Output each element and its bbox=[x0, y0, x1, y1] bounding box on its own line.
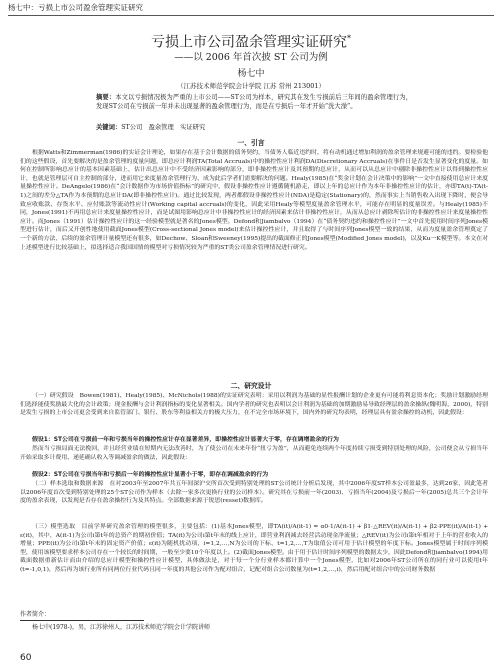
section-heading-research-design: 二、研究设计 bbox=[230, 382, 272, 390]
section-heading-introduction: 一、引言 bbox=[237, 139, 265, 147]
paper-title bbox=[0, 30, 502, 52]
title-footnote-mark: * bbox=[347, 34, 351, 43]
intro-paragraph: 根据Watts和Zimmerman(1986)的实证会计理论，如果存在基于会计数据的债务契约，当债务人临近违约时，将有动机通过增加利润的盈余管理来规避可能的违约。要检验他们的这些假设，首先要解决的是盈余管理的度量问题，即总应计利润TA(Total Accruals)中的操控性应计利润DA(Discretionary Accruals)在事件日是否发生显著变化的度量。如何在控制所影响总应计的基本因素基础上，估计出总应计中不受经济因素影响的部分，即非操控性应计及其预期的总应计，从而可以从总应计中剔除非操控性应计以得到操控性应计，也就是管理层可自主控制的部分，进而用它来度量盈余管理行为，成为此后学者们需要解决的问题。Healy(1985)在“奖金计划在会计决策中的影响”一文中直接使用总应计来度量操控性应计。DeAngelo(1986)在“会计数据作为市场价值指标”的研究中，假设非操控性应计遵循随机游走，即以上年的总应计作为本年非操控性应计的估计，亦即TA(t)-TA(t-1)之间的差分△TA作为本预期的总应计DA(即非操控性应计)。通过比较发现，两者都假设非操控性应计(NDA)是稳定(Stationary)的，然而事实上当销售收入出现下降时，便会导致应收账款、存货水平、应付账款等流动性应计(Working capital accruals)的变化，因此采用Healy等模型度量盈余管理水平，可能存在明显的度量误差。与Healy(1985)不同，Jones(1991)不再用总应计来度量操控性应计，而是试图用影响总应计中非操控性应计的经济因素来估计非操控性应计，从而从总应计剥除所估计的非操控性应计来度量操控性应计。而Jones（1991）估计操控性应计的这一经验模型就是著名的Jones模型。Defond和Jiambalvo（1994）在“债务契约违约和操控性应计”一文中首先使用时间序列Jones模型进行估计，而后又开创性地使用截面Jones模型(Cross-sectional Jones model)来估计操控性应计，并且取得了与时间序列Jones模型一致的结果，从而为度量盈余管理奠定了一个新的方法，后续的盈余管理计量模型还有很多，如Dechow、Sloan和Sweeney(1995)提出的截面修正的Jones模型(Modified Jones model)，以及Ku一K模型等。本文在对上述模型进行比较基础上，拟选择适合我国国情的模型对亏损情况较为严重的ST类公司盈余管理情况进行研究。 bbox=[20, 150, 488, 251]
paper-title-text: 亏损上市公司盈余管理实证研究 bbox=[151, 34, 347, 51]
author-name: 杨七中 bbox=[237, 69, 265, 79]
abstract-text: 本文以亏损情况极为严重的上市公司——ST公司为样本，研究其在发生亏损前后三年间的盈余管理行为，发现ST公司在亏损前一年并未出现显著的盈余管理行为，而是在亏损后一年才开始“洗大澡”。 bbox=[96, 94, 413, 110]
paper-subtitle: ——以 2006 年首次披 ST 公司为例 bbox=[174, 52, 328, 63]
abstract bbox=[96, 93, 412, 111]
research-hypothesis-paragraph: （一）研究假设 Bowen(1981)、Healy(1985)、McNichols(1988)的实证研究表明：采用以利润为基础的显性报酬计划的企业更有可能将利息资本化；奖励计划激励经理们选择能使奖励最大化的会计政策；现金报酬与会计利润指标的变化显著相关。国内学者的研究也表明以会计利润为基础的加期激励易导致经理层的盈余操纵(魏明海，2000)，特别是发生亏损的上市公司更会受到来自监管部门、银行、股东等利益相关方的极大压力，在不完全市场环境下，国内外的研究均表明，经理层具有盈余操控的动机，因此假设： bbox=[20, 393, 488, 417]
keywords-text: ST公司 盈余管理 实证研究 bbox=[121, 124, 206, 131]
page-number: 60 bbox=[20, 653, 32, 663]
hypothesis-1: 假设1：ST公司在亏损前一年和亏损当年的操控性应计存在显著差异，即操控性应计显著大于零，存在调增盈余的行为 bbox=[32, 437, 339, 443]
footnote-divider bbox=[20, 620, 144, 621]
author-affiliation: （江苏技术师范学院会计学院 江苏 常州 213001） bbox=[176, 82, 325, 90]
model-selection-paragraph: （三）模型选取 目前学界研究盈余管理的模型很多，主要包括：(1)基本Jones模型，即TA(it)/A(it-1) = α0·1/A(it-1) + β1·△REV(it)/A(it-1) + β2·PPE(it)/A(it-1) + ε(it)，其中，A(it-1)为公司i第t年的总资产的期初价值；TA(it)为公司i第t年末的线上应计，即营业利润减去经营活动现金净流量；△REV(it)为公司i第t年相对于上年的营业收入的增量；PPE(it)为公司i第t年末的固定资产价值；ε(it)为随机扰动项，i=1,2,…,N为公司的下标，t=1,2,…,T为取值公司可用于估计模型的年度下标。Jones模型属于时间序列模型，使用该模型要求样本公司存在一个较长的时间期，一般至少要10个年度以上。(2)截面Jones模型。由于用于估计时间序列模型的数据太少，因此Defond和Jiambalvo(1994)用截面数据重新估计而由介绍的总应计模型和操控性应计模型，具体做法是，对于每一个分行业样本都计算中一个Jones模型，比如对2006年ST公司所在的同行业可以使用t年(t=-1,0,1)，然后再为该行业所有同两位行业代码且同一年度的其他公司作为配对组合，记配对组合公司数量为(t=1,2,…,i)，然后用配对组合中的公司财务数据 bbox=[20, 524, 488, 573]
running-head: 杨七中：亏损上市公司盈余管理实证研究 bbox=[8, 3, 494, 16]
footnote-label: 作者简介： bbox=[20, 611, 51, 618]
hypothesis-transition-paragraph: 然而当亏损局面无法挽回，并且经营业绩在短期内无法改善时，为了使公司在未来年份“扭亏为盈”，从而避免连续两个年度持续亏损受到特别处理的风险，公司便会从亏损当年开始采取多计费用、递延确认收入等调减盈余的做法，因此假设： bbox=[20, 446, 488, 461]
sample-selection-paragraph: （二）样本选取和数据来源 在对2003年至2007年共五年间深沪交所首次受到特别处理的ST公司统计分析后发现，其中2006年度ST样本公司盈最多，达到26家，因此笔者以2006年度首次受到特别处理的25个ST公司作为样本（去除一家多次更换行业的公司样本）。研究其在亏损前一年(2003)、亏损当年(2004)及亏损后一年(2005)总共三个会计年度的盈余表现，以发现是否存在盈余操控行为及其特点。全部数据来源于锐思(resset)数据库。 bbox=[20, 481, 488, 505]
hypothesis-2: 假设2：ST公司在亏损当年和亏损后一年的操控性应计显著小于零，即存在调减盈余的行为 bbox=[32, 472, 269, 478]
abstract-label: 摘要： bbox=[96, 94, 116, 101]
footnote-text: 杨七中(1978-)，男，江苏徐州人，江苏技术师范学院会计学院讲师 bbox=[32, 624, 210, 631]
keywords bbox=[96, 123, 205, 132]
keywords-label: 关键词： bbox=[96, 124, 122, 131]
